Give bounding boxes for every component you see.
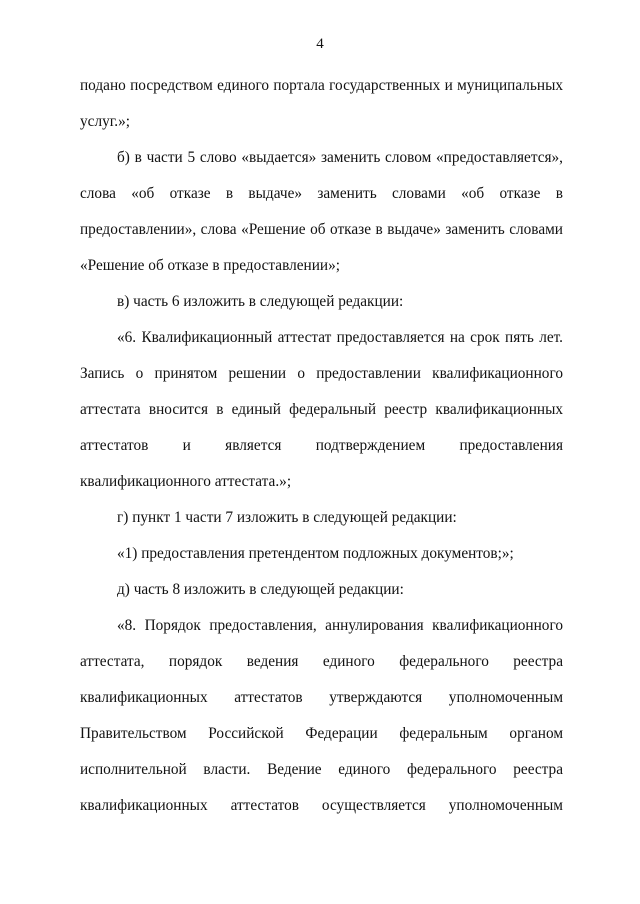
text-line: Запись о принятом решении о предоставлении квалификационного	[80, 365, 563, 382]
text-line: г) пункт 1 части 7 изложить в следующей редакции:	[117, 509, 457, 526]
text-line: «6. Квалификационный аттестат предоставляется на срок пять лет.	[117, 329, 563, 346]
text-line: «Решение об отказе в предоставлении»;	[80, 257, 340, 274]
text-line: Правительством Российской Федерации федеральным органом	[80, 725, 563, 742]
text-line: аттестатов и является подтверждением предоставления	[80, 437, 563, 454]
text-line: предоставлении», слова «Решение об отказе в выдаче» заменить словами	[80, 221, 563, 238]
text-line: в) часть 6 изложить в следующей редакции:	[117, 293, 404, 310]
text-line: «1) предоставления претендентом подложных документов;»;	[117, 545, 514, 562]
text-line: аттестата, порядок ведения единого федерального реестра	[80, 653, 563, 670]
text-line: квалификационных аттестатов осуществляется уполномоченным	[80, 797, 563, 814]
text-line: исполнительной власти. Ведение единого федерального реестра	[80, 761, 563, 778]
text-line: квалификационных аттестатов утверждаются уполномоченным	[80, 689, 563, 706]
page-number: 4	[316, 36, 324, 52]
text-line: д) часть 8 изложить в следующей редакции:	[117, 581, 404, 598]
text-line: слова «об отказе в выдаче» заменить словами «об отказе в	[80, 185, 563, 202]
text-line: б) в части 5 слово «выдается» заменить словом «предоставляется»,	[117, 149, 563, 166]
text-line: подано посредством единого портала государственных и муниципальных	[80, 77, 563, 94]
text-line: аттестата вносится в единый федеральный реестр квалификационных	[80, 401, 563, 418]
text-line: услуг.»;	[80, 113, 130, 130]
text-line: «8. Порядок предоставления, аннулирования квалификационного	[117, 617, 563, 634]
text-line: квалификационного аттестата.»;	[80, 473, 292, 490]
